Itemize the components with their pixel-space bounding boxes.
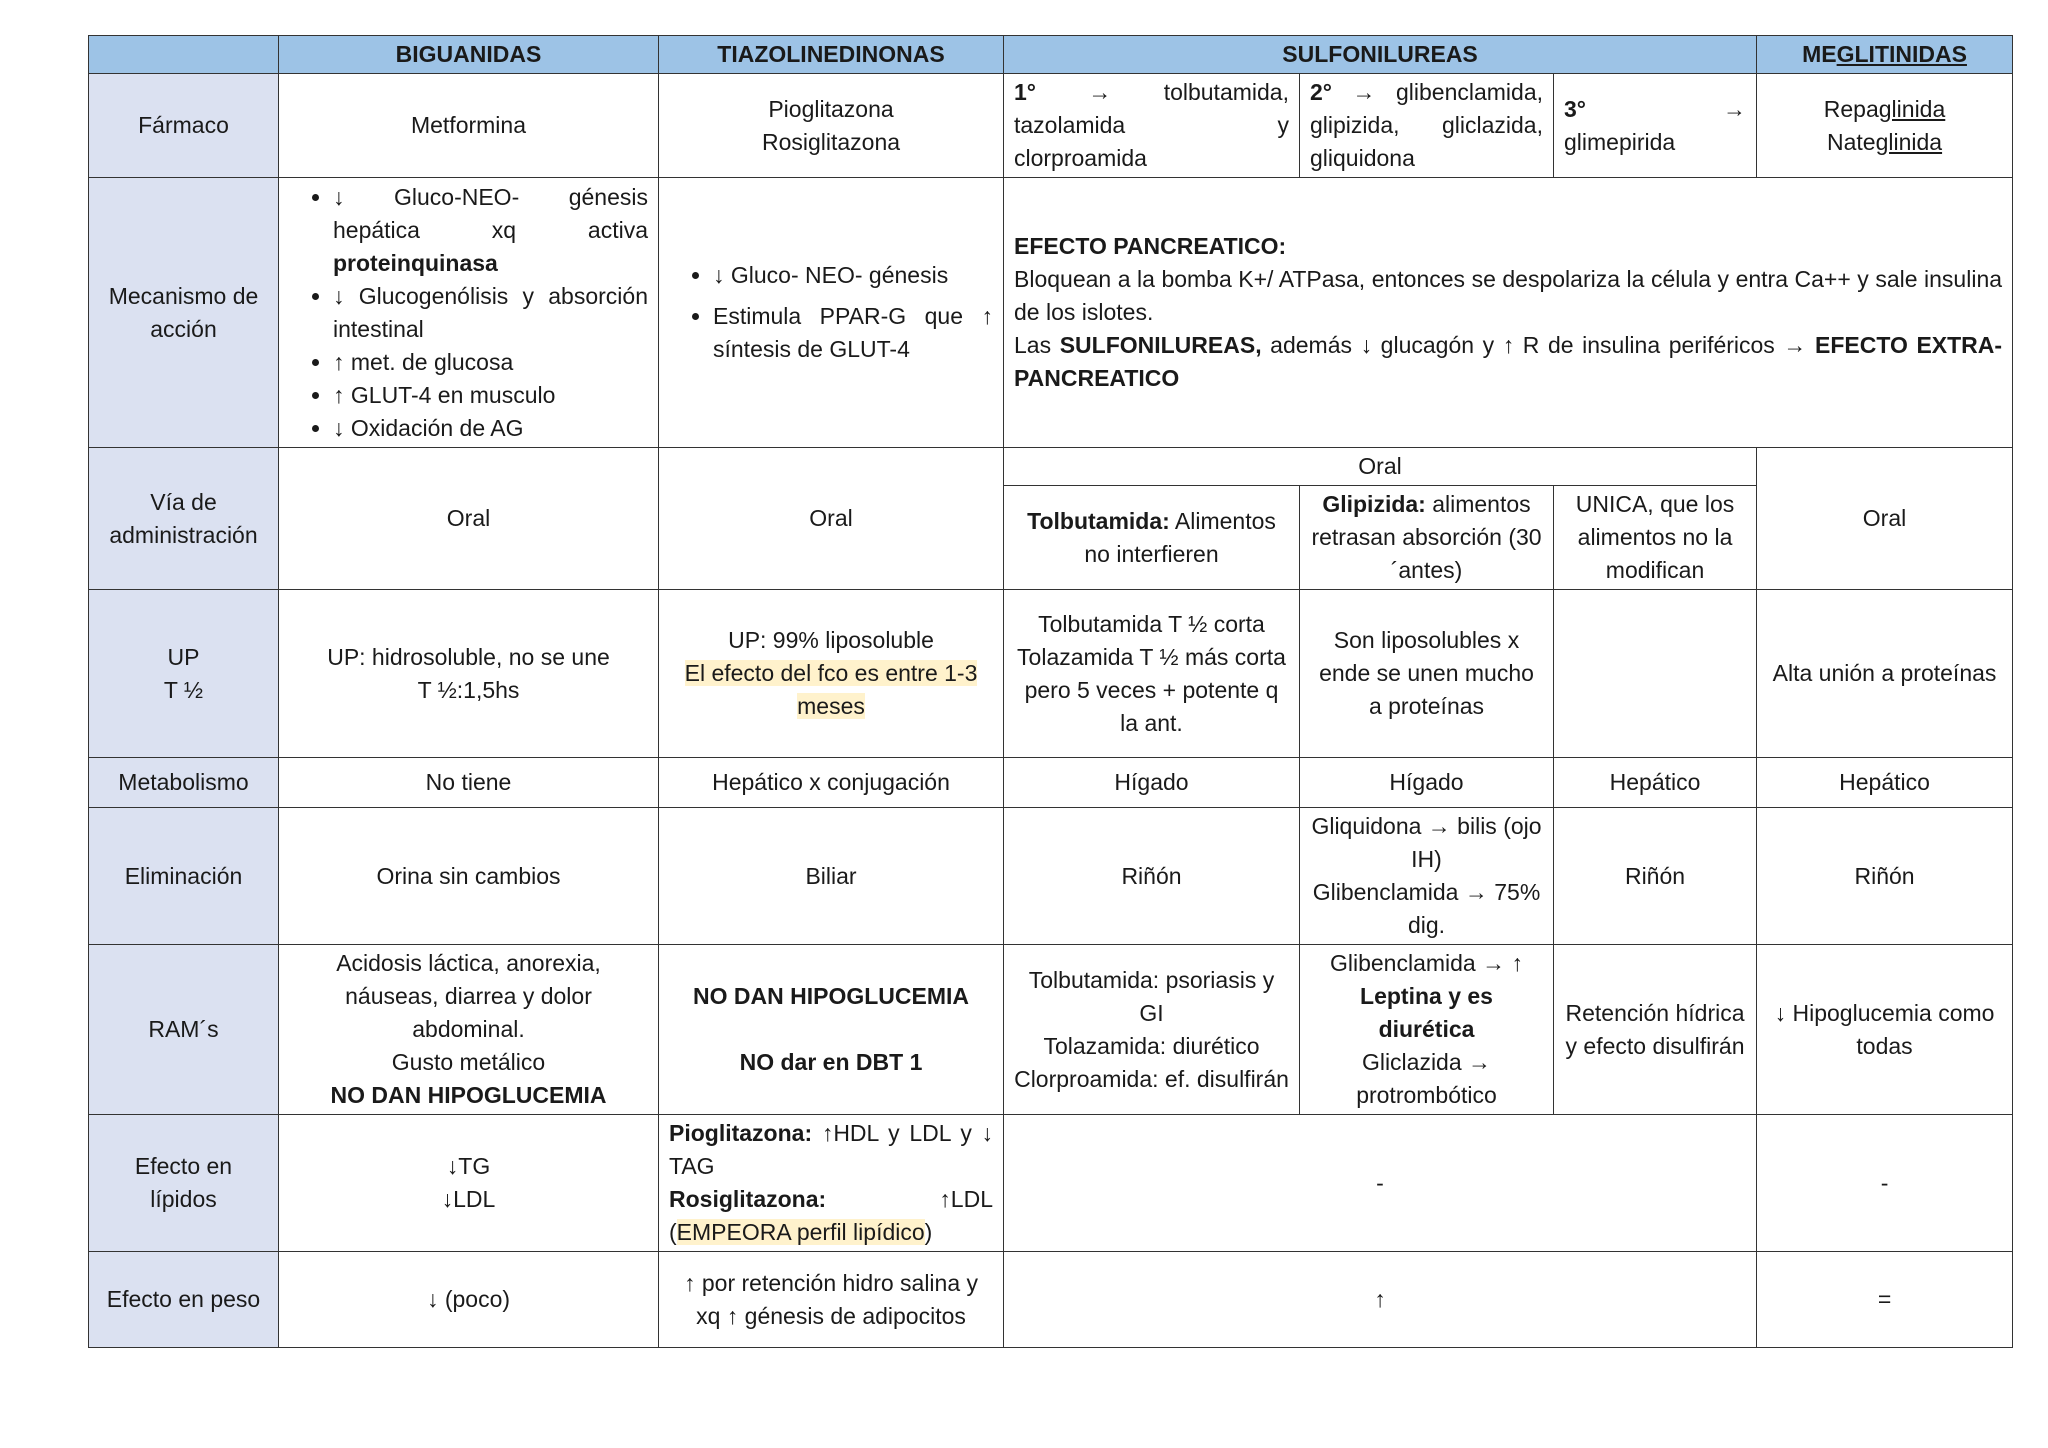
- row-ram: [89, 945, 2013, 1115]
- eliminacion-sulfonilureas-3: Riñón: [1554, 808, 1757, 945]
- up-sulfonilureas-3: [1554, 590, 1757, 758]
- up-meglitinidas: Alta unión a proteínas: [1757, 590, 2013, 758]
- ram-sulfonilureas-1: Tolbutamida: psoriasis y GI Tolazamida: diurético Clorproamida: ef. disulfirán: [1004, 945, 1300, 1115]
- row-label-mecanismo: Mecanismo de acción: [89, 178, 279, 448]
- via-biguanidas: Oral: [279, 448, 659, 590]
- header-meglitinidas: MEGLITINIDAS: [1757, 36, 2013, 74]
- eliminacion-sulfonilureas-2: Gliquidona → bilis (ojo IH) Glibenclamida → 75% dig.: [1300, 808, 1554, 945]
- metabolismo-biguanidas: No tiene: [279, 758, 659, 808]
- row-label-lipidos: Efecto en lípidos: [89, 1115, 279, 1252]
- via-meglitinidas: Oral: [1757, 448, 2013, 590]
- list-item: • ↓ Glucogenólisis y absorción intestinal: [333, 280, 648, 346]
- eliminacion-sulfonilureas-1: Riñón: [1004, 808, 1300, 945]
- lipidos-meglitinidas: -: [1757, 1115, 2013, 1252]
- ram-tiazolidinedionas: NO DAN HIPOGLUCEMIA NO dar en DBT 1: [659, 945, 1004, 1115]
- farmaco-sulfonilureas-2: 2° → glibenclamida, glipizida, gliclazida, gliquidona: [1300, 74, 1554, 178]
- farmaco-sulfonilureas-1: 1° → tolbutamida, tazolamida y clorproamida: [1004, 74, 1300, 178]
- up-sulfonilureas-1: Tolbutamida T ½ corta Tolazamida T ½ más corta pero 5 veces + potente q la ant.: [1004, 590, 1300, 758]
- row-via: [89, 448, 2013, 486]
- ram-meglitinidas: ↓ Hipoglucemia como todas: [1757, 945, 2013, 1115]
- peso-meglitinidas: =: [1757, 1252, 2013, 1348]
- via-sulfonilureas-1: Tolbutamida: Alimentos no interfieren: [1004, 486, 1300, 590]
- row-eliminacion: [89, 808, 2013, 945]
- list-item: • ↓ Gluco-NEO- génesis hepática xq activa proteinquinasa: [333, 181, 648, 280]
- mecanismo-sulfonilureas-meglitinidas: EFECTO PANCREATICO: Bloquean a la bomba K+/ ATPasa, entonces se despolariza la célula y entra Ca++ y sale insulina de los islotes. Las SULFONILUREAS, además ↓ glucagón y ↑ R de insulina periféricos → EFECTO EXTRA-PANCREATICO: [1004, 178, 2013, 448]
- list-item: • ↑ GLUT-4 en musculo: [333, 379, 648, 412]
- peso-biguanidas: ↓ (poco): [279, 1252, 659, 1348]
- mecanismo-biguanidas: [279, 178, 659, 448]
- eliminacion-tiazolidinedionas: Biliar: [659, 808, 1004, 945]
- header-row: [89, 36, 2013, 74]
- row-farmaco: [89, 74, 2013, 178]
- metabolismo-sulfonilureas-2: Hígado: [1300, 758, 1554, 808]
- mecanismo-tiazolidinedionas: [659, 178, 1004, 448]
- via-sulfonilureas-3: UNICA, que los alimentos no la modifican: [1554, 486, 1757, 590]
- farmaco-tiazolidinedionas: Pioglitazona Rosiglitazona: [659, 74, 1004, 178]
- farmaco-meglitinidas: Repaglinida Nateglinida: [1757, 74, 2013, 178]
- row-label-farmaco: Fármaco: [89, 74, 279, 178]
- via-tiazolidinedionas: Oral: [659, 448, 1004, 590]
- list-item: • ↑ met. de glucosa: [333, 346, 648, 379]
- farmaco-biguanidas: Metformina: [279, 74, 659, 178]
- row-label-ram: RAM´s: [89, 945, 279, 1115]
- row-up: [89, 590, 2013, 758]
- metabolismo-sulfonilureas-1: Hígado: [1004, 758, 1300, 808]
- row-peso: [89, 1252, 2013, 1348]
- arrow-right-icon: →: [1723, 95, 1747, 122]
- farmaco-sulfonilureas-3: 3° → glimepirida: [1554, 74, 1757, 178]
- header-biguanidas: BIGUANIDAS: [279, 36, 659, 74]
- header-empty: [89, 36, 279, 74]
- header-tiazolidinedionas: TIAZOLINEDINONAS: [659, 36, 1004, 74]
- list-item: • ↓ Oxidación de AG: [333, 412, 648, 445]
- row-lipidos: [89, 1115, 2013, 1252]
- row-label-via: Vía de administración: [89, 448, 279, 590]
- via-sulfonilureas-2: Glipizida: alimentos retrasan absorción (30´antes): [1300, 486, 1554, 590]
- up-tiazolidinedionas: UP: 99% liposoluble El efecto del fco es entre 1-3 meses: [659, 590, 1004, 758]
- header-sulfonilureas: SULFONILUREAS: [1004, 36, 1757, 74]
- lipidos-sulfonilureas: -: [1004, 1115, 1757, 1252]
- list-item: • Estimula PPAR-G que ↑ síntesis de GLUT-4: [713, 300, 993, 366]
- up-biguanidas: UP: hidrosoluble, no se une T ½:1,5hs: [279, 590, 659, 758]
- row-mecanismo: [89, 178, 2013, 448]
- peso-sulfonilureas: ↑: [1004, 1252, 1757, 1348]
- metabolismo-meglitinidas: Hepático: [1757, 758, 2013, 808]
- row-label-peso: Efecto en peso: [89, 1252, 279, 1348]
- row-label-up: UP T ½: [89, 590, 279, 758]
- list-item: • ↓ Gluco- NEO- génesis: [713, 259, 993, 292]
- ram-biguanidas: Acidosis láctica, anorexia, náuseas, diarrea y dolor abdominal. Gusto metálico NO DAN HIPOGLUCEMIA: [279, 945, 659, 1115]
- via-sulfonilureas-header: Oral: [1004, 448, 1757, 486]
- ram-sulfonilureas-3: Retención hídrica y efecto disulfirán: [1554, 945, 1757, 1115]
- lipidos-biguanidas: ↓TG ↓LDL: [279, 1115, 659, 1252]
- comparison-table: [88, 35, 2013, 1348]
- metabolismo-sulfonilureas-3: Hepático: [1554, 758, 1757, 808]
- lipidos-tiazolidinedionas: Pioglitazona: ↑HDL y LDL y ↓ TAG Rosiglitazona: ↑LDL (EMPEORA perfil lipídico): [659, 1115, 1004, 1252]
- eliminacion-biguanidas: Orina sin cambios: [279, 808, 659, 945]
- eliminacion-meglitinidas: Riñón: [1757, 808, 2013, 945]
- row-metabolismo: [89, 758, 2013, 808]
- row-label-eliminacion: Eliminación: [89, 808, 279, 945]
- metabolismo-tiazolidinedionas: Hepático x conjugación: [659, 758, 1004, 808]
- up-sulfonilureas-2: Son liposolubles x ende se unen mucho a proteínas: [1300, 590, 1554, 758]
- ram-sulfonilureas-2: Glibenclamida → ↑ Leptina y es diurética Gliclazida → protrombótico: [1300, 945, 1554, 1115]
- peso-tiazolidinedionas: ↑ por retención hidro salina y xq ↑ génesis de adipocitos: [659, 1252, 1004, 1348]
- arrow-right-icon: →: [1088, 79, 1112, 105]
- row-label-metabolismo: Metabolismo: [89, 758, 279, 808]
